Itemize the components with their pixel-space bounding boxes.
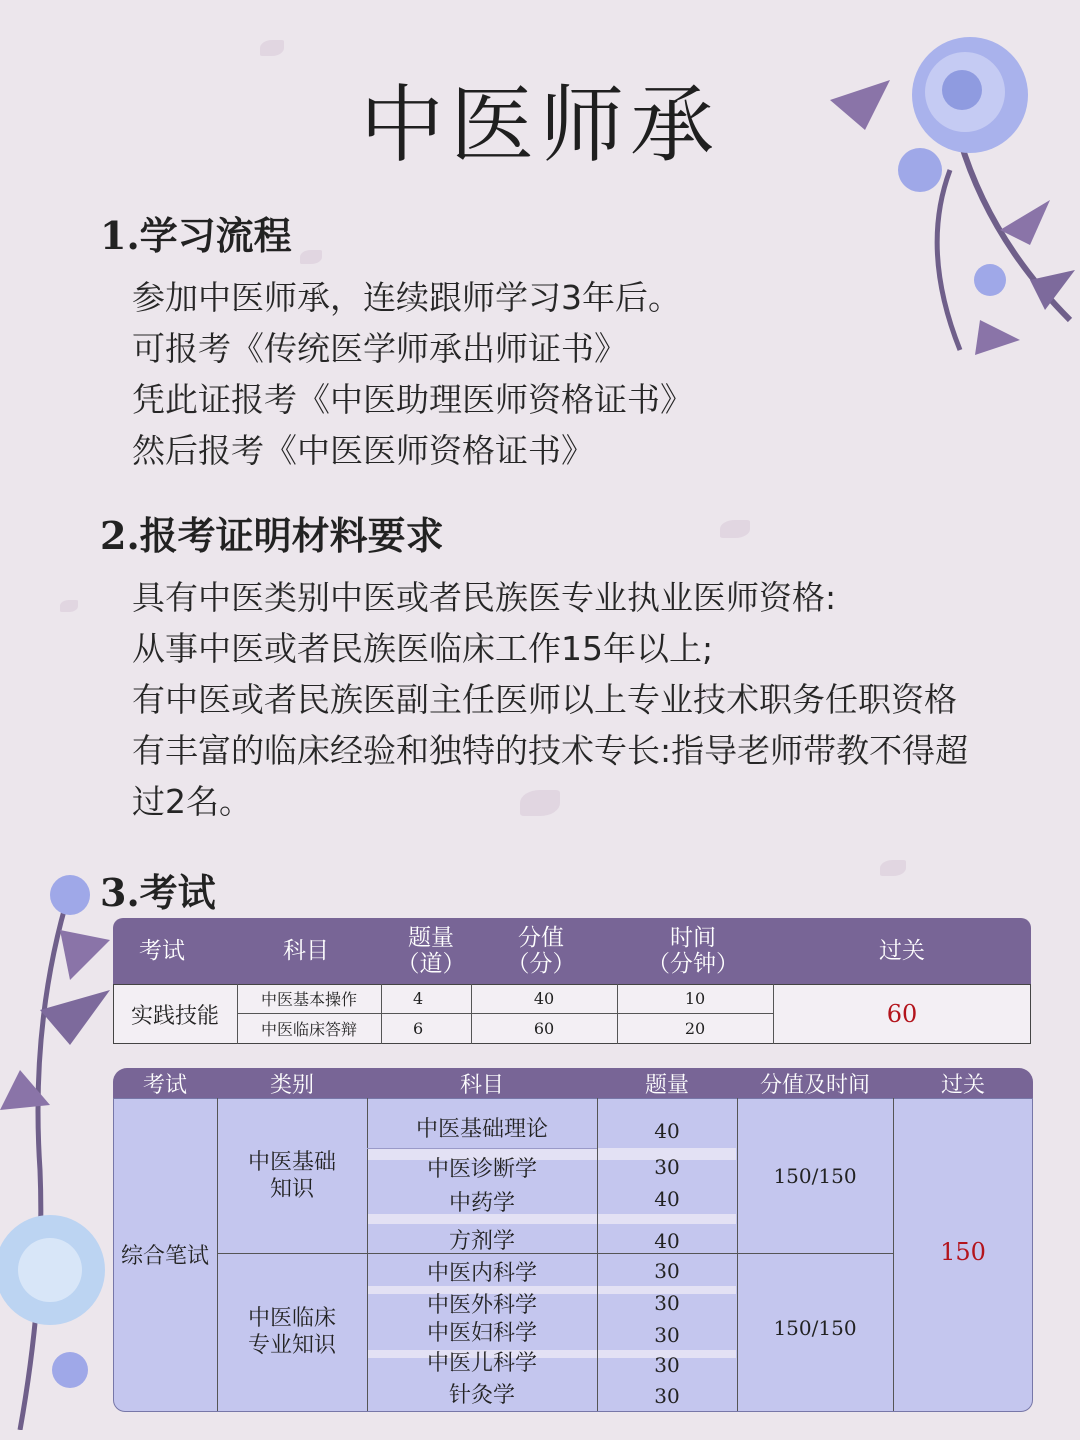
subject-cell: 中医外科学 bbox=[426, 1292, 537, 1318]
count-cell: 30 bbox=[654, 1323, 680, 1347]
count-cell: 4 bbox=[413, 989, 424, 1008]
header-cell: 题量 （道） bbox=[396, 925, 466, 977]
header-cell: 分值 （分） bbox=[506, 925, 576, 977]
header-cell: 分值及时间 bbox=[759, 1072, 870, 1098]
text-line: 可报考《传统医学师承出师证书》 bbox=[132, 329, 627, 368]
text-line: 从事中医或者民族医临床工作15年以上; bbox=[132, 629, 714, 668]
pass-score: 150 bbox=[940, 1238, 986, 1266]
written-exam-table bbox=[113, 1068, 1033, 1412]
section-heading-requirements: 2.报考证明材料要求 bbox=[100, 513, 444, 558]
text-line: 过2名。 bbox=[132, 782, 252, 821]
pass-score: 60 bbox=[886, 1000, 918, 1028]
text-line: 然后报考《中医医师资格证书》 bbox=[132, 431, 594, 470]
section-heading-process: 1.学习流程 bbox=[100, 213, 292, 258]
time-cell: 10 bbox=[684, 989, 706, 1008]
header-cell: 题量 bbox=[644, 1072, 689, 1098]
count-cell: 30 bbox=[654, 1291, 680, 1315]
category-cell: 中医基础 知识 bbox=[247, 1149, 336, 1202]
score-cell: 40 bbox=[533, 989, 555, 1008]
score-time-cell: 150/150 bbox=[773, 1163, 857, 1188]
section-requirements-text bbox=[132, 572, 968, 827]
bottom-left-flower-icon bbox=[0, 870, 130, 1430]
count-cell: 30 bbox=[654, 1353, 680, 1377]
header-cell: 考试 bbox=[139, 938, 185, 964]
practice-exam-table bbox=[113, 918, 1031, 1044]
count-cell: 40 bbox=[654, 1119, 680, 1143]
text-line: 有丰富的临床经验和独特的技术专长:指导老师带教不得超 bbox=[132, 731, 969, 770]
count-cell: 30 bbox=[654, 1384, 680, 1408]
petal-speck bbox=[60, 600, 78, 612]
subject-cell: 方剂学 bbox=[448, 1228, 515, 1254]
exam-name: 综合笔试 bbox=[120, 1243, 209, 1269]
time-cell: 20 bbox=[684, 1019, 706, 1038]
text-line: 凭此证报考《中医助理医师资格证书》 bbox=[132, 380, 693, 419]
text-line: 有中医或者民族医副主任医师以上专业技术职务任职资格 bbox=[132, 680, 957, 719]
section-heading-exam: 3.考试 bbox=[100, 870, 216, 915]
subject-cell: 中医诊断学 bbox=[426, 1156, 537, 1182]
section-process-text bbox=[132, 272, 693, 476]
subject-cell: 针灸学 bbox=[448, 1382, 515, 1408]
grid-line bbox=[367, 1148, 597, 1149]
score-time-cell: 150/150 bbox=[773, 1316, 857, 1340]
text-line: 参加中医师承，连续跟师学习3年后。 bbox=[132, 278, 681, 317]
subject-cell: 中药学 bbox=[448, 1190, 515, 1216]
category-cell: 中医临床 专业知识 bbox=[247, 1306, 336, 1358]
count-cell: 6 bbox=[413, 1019, 424, 1038]
header-cell: 时间 （分钟） bbox=[647, 925, 739, 977]
header-cell: 过关 bbox=[940, 1072, 985, 1098]
subject-cell: 中医儿科学 bbox=[426, 1350, 537, 1376]
subject-cell: 中医临床答辩 bbox=[260, 1020, 357, 1039]
text-line: 具有中医类别中医或者民族医专业执业医师资格: bbox=[132, 578, 837, 617]
petal-speck bbox=[880, 860, 906, 876]
subject-cell: 中医内科学 bbox=[426, 1260, 537, 1286]
header-cell: 科目 bbox=[283, 938, 329, 964]
count-cell: 40 bbox=[654, 1187, 680, 1211]
count-cell: 30 bbox=[654, 1259, 680, 1283]
count-cell: 40 bbox=[654, 1229, 680, 1253]
header-cell: 科目 bbox=[459, 1072, 504, 1098]
petal-speck bbox=[260, 40, 284, 56]
petal-speck bbox=[300, 250, 322, 264]
header-cell: 考试 bbox=[142, 1072, 187, 1098]
score-cell: 60 bbox=[533, 1019, 555, 1038]
petal-speck bbox=[720, 520, 750, 538]
header-cell: 类别 bbox=[269, 1072, 314, 1098]
subject-cell: 中医基础理论 bbox=[415, 1116, 548, 1142]
page-title: 中医师承 bbox=[359, 76, 720, 174]
count-cell: 30 bbox=[654, 1155, 680, 1179]
exam-name: 实践技能 bbox=[130, 1003, 219, 1029]
subject-cell: 中医妇科学 bbox=[426, 1320, 537, 1346]
subject-cell: 中医基本操作 bbox=[260, 990, 357, 1009]
header-cell: 过关 bbox=[879, 938, 925, 964]
